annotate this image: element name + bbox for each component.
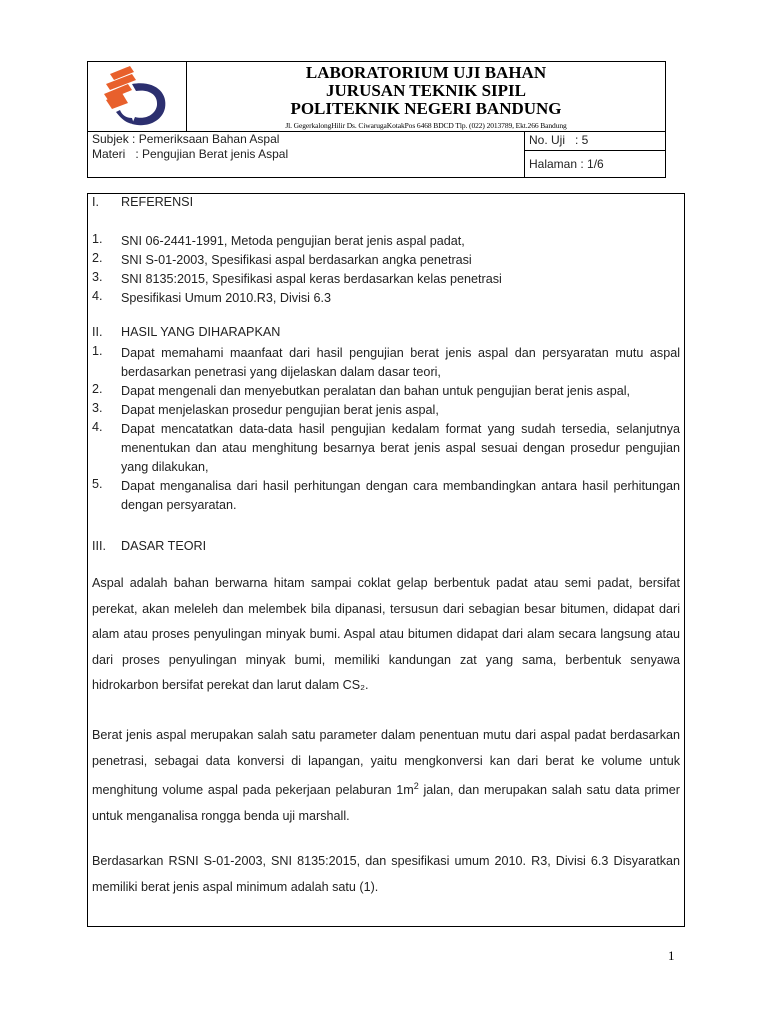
theory-paragraph-1: Aspal adalah bahan berwarna hitam sampai coklat gelap berbentuk padat atau semi padat, bersifat perekat, akan meleleh dan melembek bila dipanasi, tersusun dari sebagian besar bitumen, didapat dari alam atau proses penyulingan minyak bumi. Aspal atau bitumen didapat dari alam secara langsung atau dari proses penyulingan minyak bumi, memiliki kandungan zat yang sama, berbentuk senyawa hidrokarbon bersifat perekat dan larut dalam CS₂. <box>92 576 680 692</box>
material-line: Materi : Pengujian Berat jenis Aspal <box>92 147 289 161</box>
header-title-row <box>87 61 666 132</box>
lab-title-block <box>187 62 665 131</box>
lab-name: LABORATORIUM UJI BAHAN <box>305 63 547 82</box>
department-name: JURUSAN TEKNIK SIPIL <box>326 81 526 100</box>
document-header <box>87 61 666 178</box>
theory-paragraph-3: Berdasarkan RSNI S-01-2003, SNI 8135:2015, dan spesifikasi umum 2010. R3, Divisi 6.3 Disyaratkan memiliki berat jenis aspal minimum adalah satu (1). <box>92 854 680 894</box>
header-info-row <box>87 131 666 178</box>
polban-logo <box>88 62 186 131</box>
page-number: 1 <box>668 948 675 963</box>
logo-cell <box>88 62 187 131</box>
section-title: REFERENSI <box>121 195 194 209</box>
section-referensi <box>92 195 193 209</box>
section-number: III. <box>92 539 106 553</box>
subject-line: Subjek : Pemeriksaan Bahan Aspal <box>92 132 280 146</box>
test-number: No. Uji : 5 <box>525 131 666 151</box>
section-dasar-teori <box>92 539 206 553</box>
theory-paragraph-2: Berat jenis aspal merupakan salah satu parameter dalam penentuan mutu dari aspal padat berdasarkan penetrasi, sebagai data konversi di lapangan, yaitu mengkonversi kan dari berat ke volume untuk menghitung volume aspal pada pekerjaan pelaburan $1m^2$ jalan, dan merupakan salah satu data primer untuk menganalisa rongga benda uji marshall. <box>92 728 680 823</box>
section-number: I. <box>92 195 99 209</box>
section-title: DASAR TEORI <box>121 539 207 553</box>
section-hasil <box>92 325 280 339</box>
page-indicator: Halaman : 1/6 <box>529 157 604 171</box>
subject-block <box>92 132 288 162</box>
section-number: II. <box>92 325 103 339</box>
institution-address: Jl. GegerkalongHilir Ds. CiwarugaKotakPos 6468 BDCD Tlp. (022) 2013789, Ekt.266 Bandung <box>285 121 567 130</box>
content-box: I. REFERENSI 1. SNI 06-2441-1991, Metoda pengujian berat jenis aspal padat, 2. SNI S-01-2003, Spesifikasi aspal berdasarkan angka penetrasi 3. SNI 8135:2015, Spesifikasi aspal keras berdasarkan kelas penetrasi 4. Spesifikasi Umum 2010.R3, Divisi 6.3 II. HASIL YANG DIHARAPKAN 1. Dapat memahami maanfaat dari hasil pengujian berat jenis aspal dan persyaratan mutu aspal berdasarkan penetrasi yang dijelaskan dalam dasar teori, 2. Dapat mengenali dan menyebutkan peralatan dan bahan untuk pengujian berat jenis aspal, 3. Dapat menjelaskan prosedur pengujian berat jenis aspal, 4. Dapat mencatatkan data-data hasil pengujian kedalam format yang sudah tersedia, selanjutnya menentukan dan atau menghitung besarnya berat jenis aspal sesuai dengan prosedur pengujian yang dilakukan, 5. Dapat menganalisa dari hasil perhitungan dengan cara membandingkan antara hasil perhitungan dengan persyaratan. III. DASAR TEORI Aspal adalah bahan berwarna hitam sampai coklat gelap berbentuk padat atau semi padat, bersifat perekat, akan meleleh dan melembek bila dipanasi, tersusun dari sebagian besar bitumen, didapat dari alam atau proses penyulingan minyak bumi. Aspal atau bitumen didapat dari alam secara langsung atau dari proses penyulingan minyak bumi, memiliki kandungan zat yang sama, berbentuk senyawa hidrokarbon bersifat perekat dan larut dalam CS₂. Berat jenis aspal merupakan salah satu parameter dalam penentuan mutu dari aspal padat berdasarkan penetrasi, sebagai data konversi di lapangan, yaitu mengkonversi kan dari berat ke volume untuk menghitung volume aspal pada pekerjaan pelaburan $1m^2$ jalan, dan merupakan salah satu data primer untuk menganalisa rongga benda uji marshall. Berdasarkan RSNI S-01-2003, SNI 8135:2015, dan spesifikasi umum 2010. R3, Divisi 6.3 Disyaratkan memiliki berat jenis aspal minimum adalah satu (1). <box>87 193 685 927</box>
meta-cell <box>524 131 666 177</box>
section-title: HASIL YANG DIHARAPKAN <box>121 325 281 339</box>
institution-name: POLITEKNIK NEGERI BANDUNG <box>290 99 562 118</box>
